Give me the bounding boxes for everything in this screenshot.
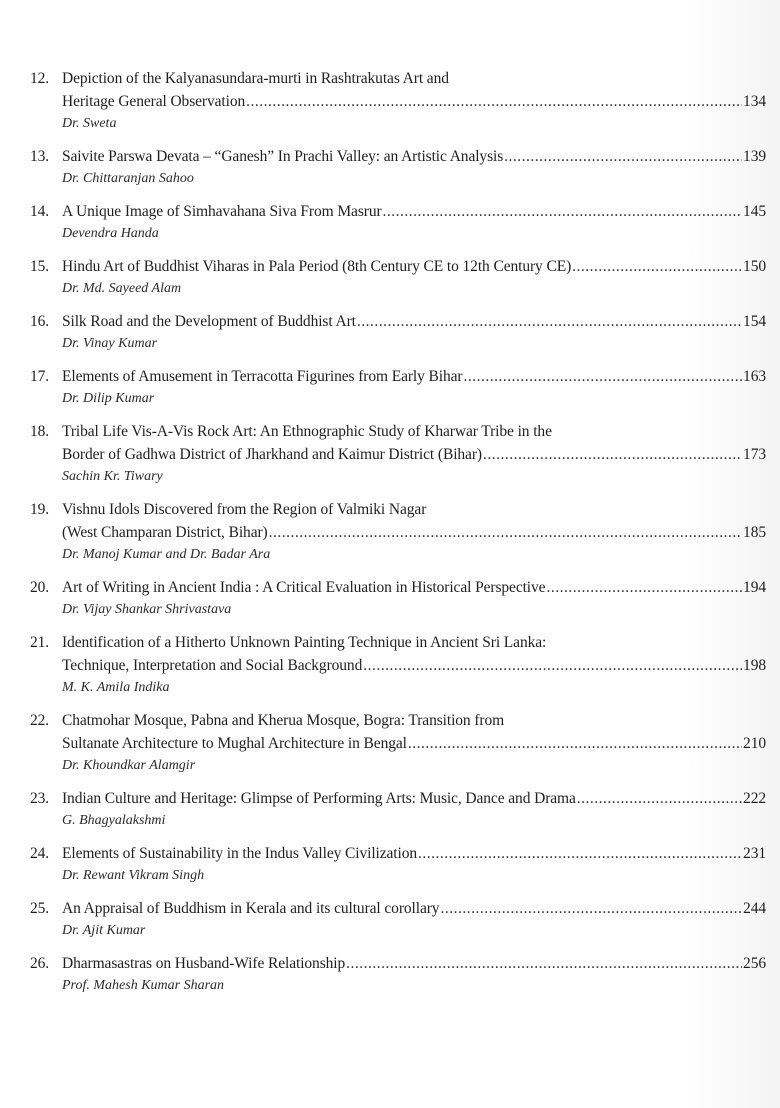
page-number: 231 [743, 845, 766, 862]
page-number: 173 [743, 446, 766, 463]
dot-leader [546, 576, 742, 599]
entry-number: 16. [30, 313, 50, 330]
page-number: 185 [743, 524, 766, 541]
entry-title-text: A Unique Image of Simhavahana Siva From Masrur [62, 203, 382, 220]
entry-author: G. Bhagyalakshmi [62, 813, 166, 828]
entry-author: Dr. Vinay Kumar [62, 336, 158, 351]
entry-title-text: (West Champaran District, Bihar) [62, 524, 268, 541]
toc-entry [30, 709, 766, 776]
entry-title-text: Saivite Parswa Devata – “Ganesh” In Prachi Valley: an Artistic Analysis [62, 148, 504, 165]
entry-body [62, 842, 766, 886]
page-number: 163 [743, 368, 766, 385]
page-number: 210 [743, 735, 766, 752]
entry-title-text: Elements of Sustainability in the Indus Valley Civilization [62, 845, 418, 862]
entry-title-text: An Appraisal of Buddhism in Kerala and its cultural corollary [62, 900, 440, 917]
dot-leader [504, 145, 742, 168]
entry-body [62, 498, 766, 565]
dot-leader [464, 365, 743, 388]
toc-entry [30, 897, 766, 941]
toc-entry [30, 200, 766, 244]
page-number: 198 [743, 657, 766, 674]
entry-title-last-line [62, 145, 766, 168]
entry-body [62, 897, 766, 941]
entry-title-text: Elements of Amusement in Terracotta Figurines from Early Bihar [62, 368, 463, 385]
dot-leader [418, 842, 742, 865]
entry-author: Dr. Khoundkar Alamgir [62, 758, 196, 773]
entry-number: 20. [30, 579, 50, 596]
entry-title-last-line [62, 200, 766, 223]
page-number: 244 [743, 900, 766, 917]
dot-leader [483, 443, 742, 466]
entry-author: Dr. Ajit Kumar [62, 923, 146, 938]
page-number: 139 [743, 148, 766, 165]
entry-number: 25. [30, 900, 50, 917]
entry-body [62, 255, 766, 299]
entry-author: M. K. Amila Indika [62, 680, 170, 695]
dot-leader [357, 310, 742, 333]
entry-body [62, 145, 766, 189]
entry-author: Sachin Kr. Tiwary [62, 469, 163, 484]
entry-title-text: Technique, Interpretation and Social Background [62, 657, 363, 674]
toc-entry [30, 631, 766, 698]
entry-number: 24. [30, 845, 50, 862]
entry-title-line: Vishnu Idols Discovered from the Region of Valmiki Nagar [62, 501, 427, 518]
entry-title-last-line [62, 654, 766, 677]
entry-title-last-line [62, 897, 766, 920]
dot-leader [572, 255, 742, 278]
entry-body [62, 709, 766, 776]
entry-body [62, 365, 766, 409]
entry-title-last-line [62, 443, 766, 466]
page-number: 256 [743, 955, 766, 972]
dot-leader [363, 654, 742, 677]
entry-title-last-line [62, 732, 766, 755]
dot-leader [346, 952, 742, 975]
page-number: 150 [743, 258, 766, 275]
page-number: 154 [743, 313, 766, 330]
entry-title-last-line [62, 521, 766, 544]
dot-leader [408, 732, 742, 755]
page-number: 194 [743, 579, 766, 596]
entry-title-last-line [62, 255, 766, 278]
entry-title-text: Art of Writing in Ancient India : A Critical Evaluation in Historical Perspective [62, 579, 546, 596]
entry-number: 13. [30, 148, 50, 165]
entry-author: Dr. Dilip Kumar [62, 391, 155, 406]
entry-title-last-line [62, 952, 766, 975]
entry-title-line: Depiction of the Kalyanasundara-murti in Rashtrakutas Art and [62, 70, 449, 87]
entry-author: Prof. Mahesh Kumar Sharan [62, 978, 225, 993]
toc-entry [30, 365, 766, 409]
toc-entry [30, 255, 766, 299]
entry-title-line: Identification of a Hitherto Unknown Painting Technique in Ancient Sri Lanka: [62, 634, 547, 651]
entry-number: 14. [30, 203, 50, 220]
entry-body [62, 952, 766, 996]
entry-body [62, 67, 766, 134]
toc-entry [30, 787, 766, 831]
entry-body [62, 576, 766, 620]
dot-leader [577, 787, 742, 810]
dot-leader [383, 200, 743, 223]
page-number: 222 [743, 790, 766, 807]
entry-number: 19. [30, 501, 50, 518]
page-number: 134 [743, 93, 766, 110]
toc-entry [30, 498, 766, 565]
entry-author: Dr. Md. Sayeed Alam [62, 281, 182, 296]
entry-body [62, 420, 766, 487]
entry-number: 23. [30, 790, 50, 807]
entry-author: Dr. Rewant Vikram Singh [62, 868, 205, 883]
toc-entry [30, 952, 766, 996]
entry-title-text: Sultanate Architecture to Mughal Architecture in Bengal [62, 735, 407, 752]
entry-number: 12. [30, 70, 50, 87]
entry-author: Dr. Chittaranjan Sahoo [62, 171, 194, 186]
entry-title-last-line [62, 365, 766, 388]
entry-title-last-line [62, 576, 766, 599]
entry-author: Dr. Manoj Kumar and Dr. Badar Ara [62, 547, 271, 562]
entry-title-text: Indian Culture and Heritage: Glimpse of Performing Arts: Music, Dance and Drama [62, 790, 576, 807]
entry-body [62, 631, 766, 698]
entry-title-last-line [62, 90, 766, 113]
entry-number: 18. [30, 423, 50, 440]
toc-entry [30, 310, 766, 354]
dot-leader [246, 90, 742, 113]
entry-body [62, 200, 766, 244]
entry-title-text: Heritage General Observation [62, 93, 246, 110]
entry-title-last-line [62, 842, 766, 865]
entry-title-text: Border of Gadhwa District of Jharkhand and Kaimur District (Bihar) [62, 446, 482, 463]
entry-number: 21. [30, 634, 50, 651]
entry-title-last-line [62, 310, 766, 333]
entry-body [62, 787, 766, 831]
entry-title-text: Hindu Art of Buddhist Viharas in Pala Period (8th Century CE to 12th Century CE) [62, 258, 572, 275]
toc-entry [30, 842, 766, 886]
table-of-contents [30, 67, 766, 1007]
entry-author: Dr. Vijay Shankar Shrivastava [62, 602, 232, 617]
toc-entry [30, 145, 766, 189]
entry-title-text: Dharmasastras on Husband-Wife Relationship [62, 955, 346, 972]
page-number: 145 [743, 203, 766, 220]
toc-entry [30, 420, 766, 487]
entry-number: 22. [30, 712, 50, 729]
entry-number: 15. [30, 258, 50, 275]
toc-entry [30, 67, 766, 134]
entry-author: Dr. Sweta [62, 116, 117, 131]
entry-title-line: Chatmohar Mosque, Pabna and Kherua Mosque, Bogra: Transition from [62, 712, 505, 729]
entry-number: 17. [30, 368, 50, 385]
toc-entry [30, 576, 766, 620]
entry-author: Devendra Handa [62, 226, 159, 241]
entry-title-line: Tribal Life Vis-A-Vis Rock Art: An Ethnographic Study of Kharwar Tribe in the [62, 423, 552, 440]
entry-title-text: Silk Road and the Development of Buddhist Art [62, 313, 356, 330]
entry-body [62, 310, 766, 354]
entry-title-last-line [62, 787, 766, 810]
dot-leader [440, 897, 742, 920]
entry-number: 26. [30, 955, 50, 972]
dot-leader [269, 521, 742, 544]
